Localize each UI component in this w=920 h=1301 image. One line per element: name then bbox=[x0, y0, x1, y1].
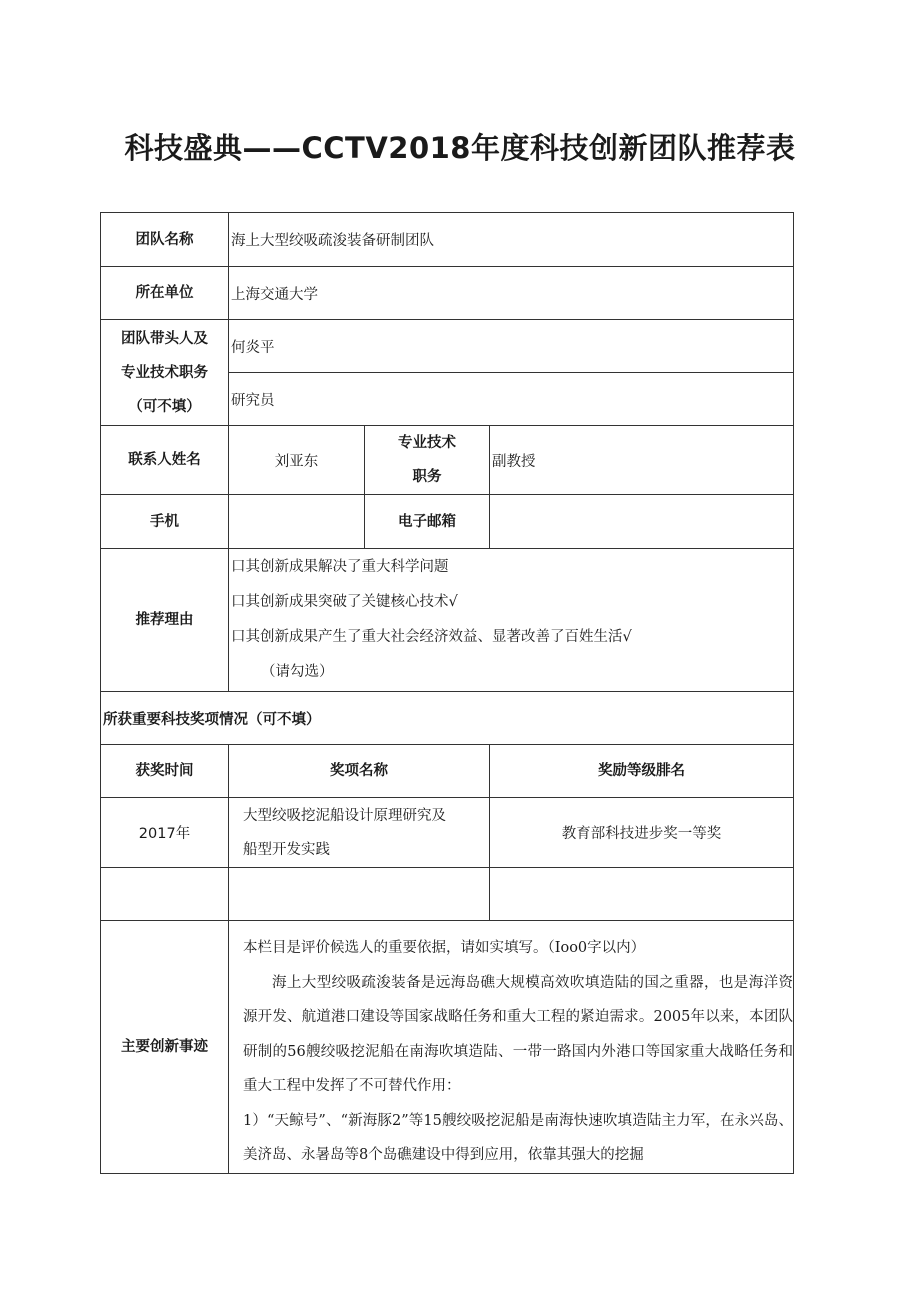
row-innovation bbox=[101, 921, 794, 1174]
reason-label: 推荐理由 bbox=[101, 549, 229, 692]
awards-header-name: 奖项名称 bbox=[229, 745, 490, 798]
contact-title-label-line2: 职务 bbox=[412, 469, 442, 485]
award-level: 教育部科技进步奖一等奖 bbox=[490, 798, 794, 868]
phone-label: 手机 bbox=[101, 495, 229, 549]
phone-value bbox=[229, 495, 365, 549]
table-row bbox=[101, 798, 794, 868]
row-contact bbox=[101, 426, 794, 495]
award-name bbox=[229, 798, 490, 868]
recommendation-form bbox=[100, 212, 794, 1174]
contact-title-value: 副教授 bbox=[490, 426, 794, 495]
leader-name-value: 何炎平 bbox=[229, 320, 794, 373]
leader-label bbox=[101, 320, 229, 426]
innovation-label: 主要创新事迹 bbox=[101, 921, 229, 1174]
unit-label: 所在单位 bbox=[101, 267, 229, 320]
contact-title-label-line1: 专业技术 bbox=[398, 435, 456, 451]
team-name-value: 海上大型绞吸疏浚装备研制团队 bbox=[229, 213, 794, 267]
row-leader-name bbox=[101, 320, 794, 373]
row-unit bbox=[101, 267, 794, 320]
innovation-paragraph-1: 海上大型绞吸疏浚装备是远海岛礁大规模高效吹填造陆的国之重器，也是海洋资源开发、航道港口建设等国家战略任务和重大工程的紧迫需求。2005年以来，本团队研制的56艘绞吸挖泥船在南海吹填造陆、一带一路国内外港口等国家重大战略任务和重大工程中发挥了不可替代作用： bbox=[243, 974, 793, 1094]
reason-option-2: 口其创新成果突破了关键核心技术√ bbox=[231, 594, 458, 610]
row-reason bbox=[101, 549, 794, 692]
leader-label-line1: 团队带头人及 bbox=[121, 330, 208, 347]
row-awards-section bbox=[101, 692, 794, 745]
awards-header-row bbox=[101, 745, 794, 798]
innovation-content bbox=[229, 921, 794, 1174]
award-name-line2: 船型开发实践 bbox=[243, 841, 330, 858]
row-phone-email bbox=[101, 495, 794, 549]
leader-title-value: 研究员 bbox=[229, 373, 794, 426]
contact-name-value: 刘亚东 bbox=[229, 426, 365, 495]
row-team-name bbox=[101, 213, 794, 267]
contact-title-label bbox=[365, 426, 490, 495]
award-name bbox=[229, 868, 490, 921]
table-row bbox=[101, 868, 794, 921]
award-level bbox=[490, 868, 794, 921]
page-title: 科技盛典——CCTV2018年度科技创新团队推荐表 bbox=[124, 131, 796, 165]
award-time bbox=[101, 868, 229, 921]
reason-option-1: 口其创新成果解决了重大科学问题 bbox=[231, 559, 449, 575]
awards-header-level: 奖励等级腓名 bbox=[490, 745, 794, 798]
leader-label-line3: （可不填） bbox=[128, 398, 201, 415]
innovation-instruction: 本栏目是评价候选人的重要依据，请如实填写。（Ioo0字以内） bbox=[243, 940, 646, 956]
reason-options bbox=[229, 549, 794, 692]
team-name-label: 团队名称 bbox=[101, 213, 229, 267]
reason-option-3: 口其创新成果产生了重大社会经济效益、显著改善了百姓生活√ bbox=[231, 629, 632, 645]
award-name-line1: 大型绞吸挖泥船设计原理研究及 bbox=[243, 807, 446, 824]
awards-header-time: 获奖时间 bbox=[101, 745, 229, 798]
contact-name-label: 联系人姓名 bbox=[101, 426, 229, 495]
leader-label-line2: 专业技术职务 bbox=[121, 364, 208, 381]
award-time: 2017年 bbox=[101, 798, 229, 868]
email-value bbox=[490, 495, 794, 549]
unit-value: 上海交通大学 bbox=[229, 267, 794, 320]
innovation-paragraph-2: 1）“天鲸号”、“新海豚2”等15艘绞吸挖泥船是南海快速吹填造陆主力军，在永兴岛、美济岛、永暑岛等8个岛礁建设中得到应用，依靠其强大的挖掘 bbox=[243, 1112, 793, 1163]
awards-section-label: 所获重要科技奖项情况（可不填） bbox=[101, 692, 794, 745]
reason-note: （请勾选） bbox=[261, 664, 334, 680]
email-label: 电子邮箱 bbox=[365, 495, 490, 549]
